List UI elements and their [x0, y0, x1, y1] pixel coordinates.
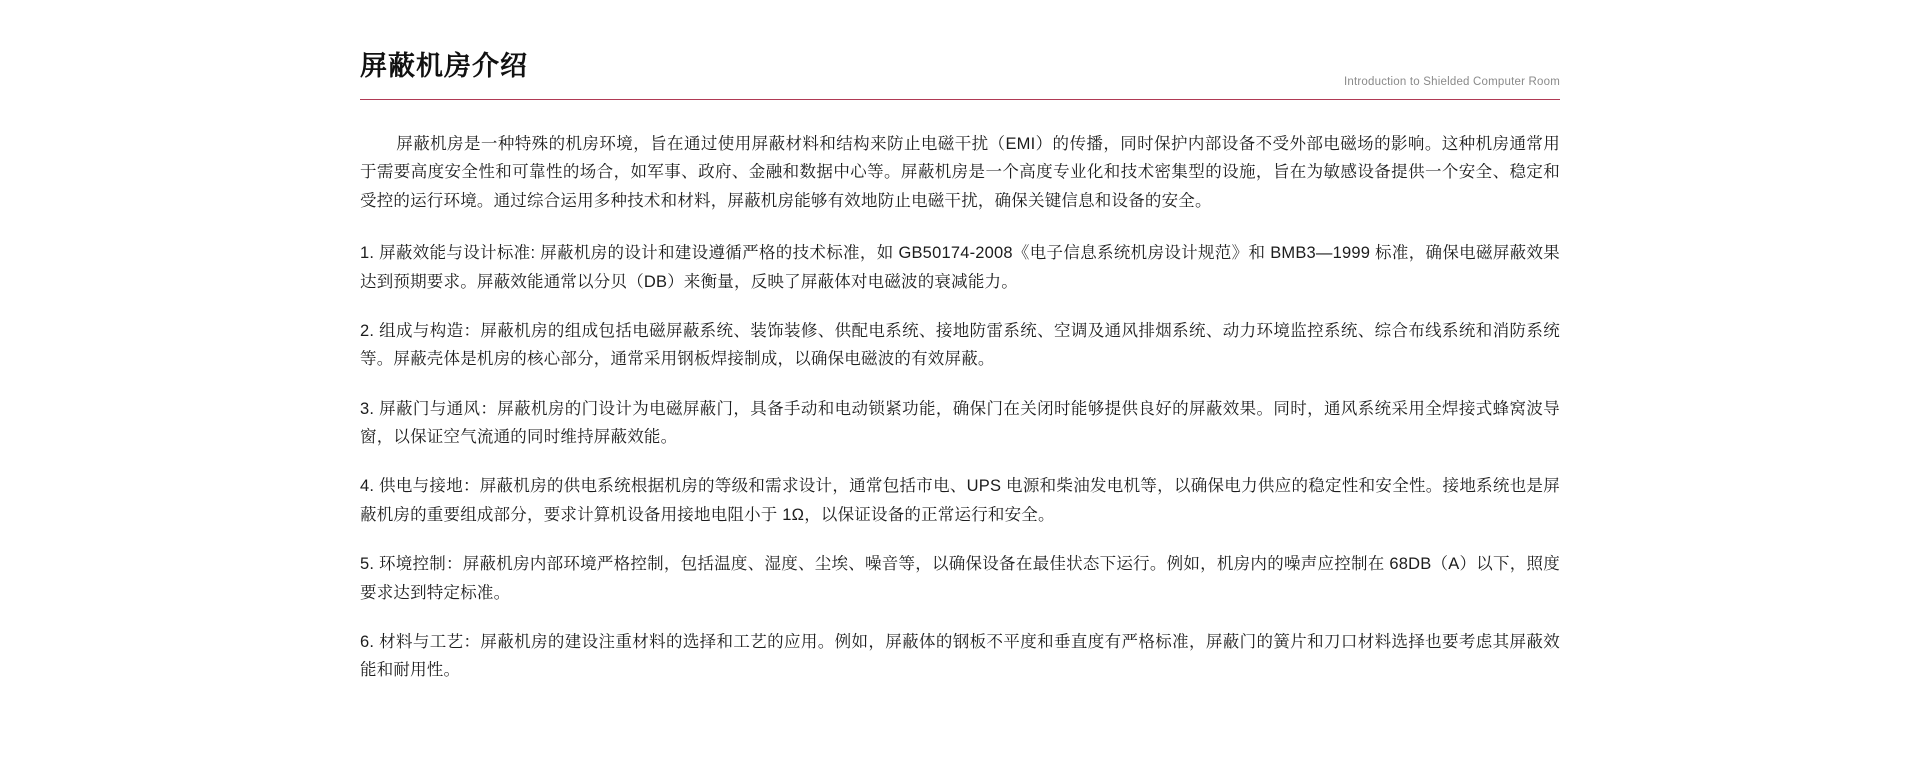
- page-title: 屏蔽机房介绍: [360, 51, 528, 81]
- paragraph-item-3: 3. 屏蔽门与通风：屏蔽机房的门设计为电磁屏蔽门，具备手动和电动锁紧功能，确保门在关闭时能够提供良好的屏蔽效果。同时，通风系统采用全焊接式蜂窝波导窗，以保证空气流通的同时维持屏蔽效能。: [360, 399, 1560, 446]
- paragraph-item-2: 2. 组成与构造：屏蔽机房的组成包括电磁屏蔽系统、装饰装修、供配电系统、接地防雷系统、空调及通风排烟系统、动力环境监控系统、综合布线系统和消防系统等。屏蔽壳体是机房的核心部分，通常采用钢板焊接制成，以确保电磁波的有效屏蔽。: [360, 321, 1560, 369]
- document-content: [360, 0, 1560, 680]
- title-divider: [360, 99, 1560, 100]
- paragraph-item-6: 6. 材料与工艺：屏蔽机房的建设注重材料的选择和工艺的应用。例如，屏蔽体的钢板不平度和垂直度有严格标准，屏蔽门的簧片和刀口材料选择也要考虑其屏蔽效能和耐用性。: [360, 632, 1560, 680]
- body-text: [360, 130, 1560, 685]
- paragraph-item-1: 1. 屏蔽效能与设计标准: 屏蔽机房的设计和建设遵循严格的技术标准，如 GB50174-2008《电子信息系统机房设计规范》和 BMB3—1999 标准，确保电磁屏蔽效果达到预期要求。屏蔽效能通常以分贝（DB）来衡量，反映了屏蔽体对电磁波的衰减能力。: [360, 244, 1560, 291]
- document-header: [360, 0, 1560, 100]
- paragraph-intro: 屏蔽机房是一种特殊的机房环境，旨在通过使用屏蔽材料和结构来防止电磁干扰（EMI）的传播，同时保护内部设备不受外部电磁场的影响。这种机房通常用于需要高度安全性和可靠性的场合，如军事、政府、金融和数据中心等。屏蔽机房是一个高度专业化和技术密集型的设施，旨在为敏感设备提供一个安全、稳定和受控的运行环境。通过综合运用多种技术和材料，屏蔽机房能够有效地防止电磁干扰，确保关键信息和设备的安全。: [360, 135, 1560, 210]
- paragraph-item-4: 4. 供电与接地：屏蔽机房的供电系统根据机房的等级和需求设计，通常包括市电、UPS 电源和柴油发电机等，以确保电力供应的稳定性和安全性。接地系统也是屏蔽机房的重要组成部分，要求计算机设备用接地电阻小于 1Ω，以保证设备的正常运行和安全。: [360, 477, 1560, 524]
- page-subtitle-english: Introduction to Shielded Computer Room: [1344, 76, 1560, 88]
- paragraph-item-5: 5. 环境控制：屏蔽机房内部环境严格控制，包括温度、湿度、尘埃、噪音等，以确保设备在最佳状态下运行。例如，机房内的噪声应控制在 68DB（A）以下，照度要求达到特定标准。: [360, 555, 1560, 602]
